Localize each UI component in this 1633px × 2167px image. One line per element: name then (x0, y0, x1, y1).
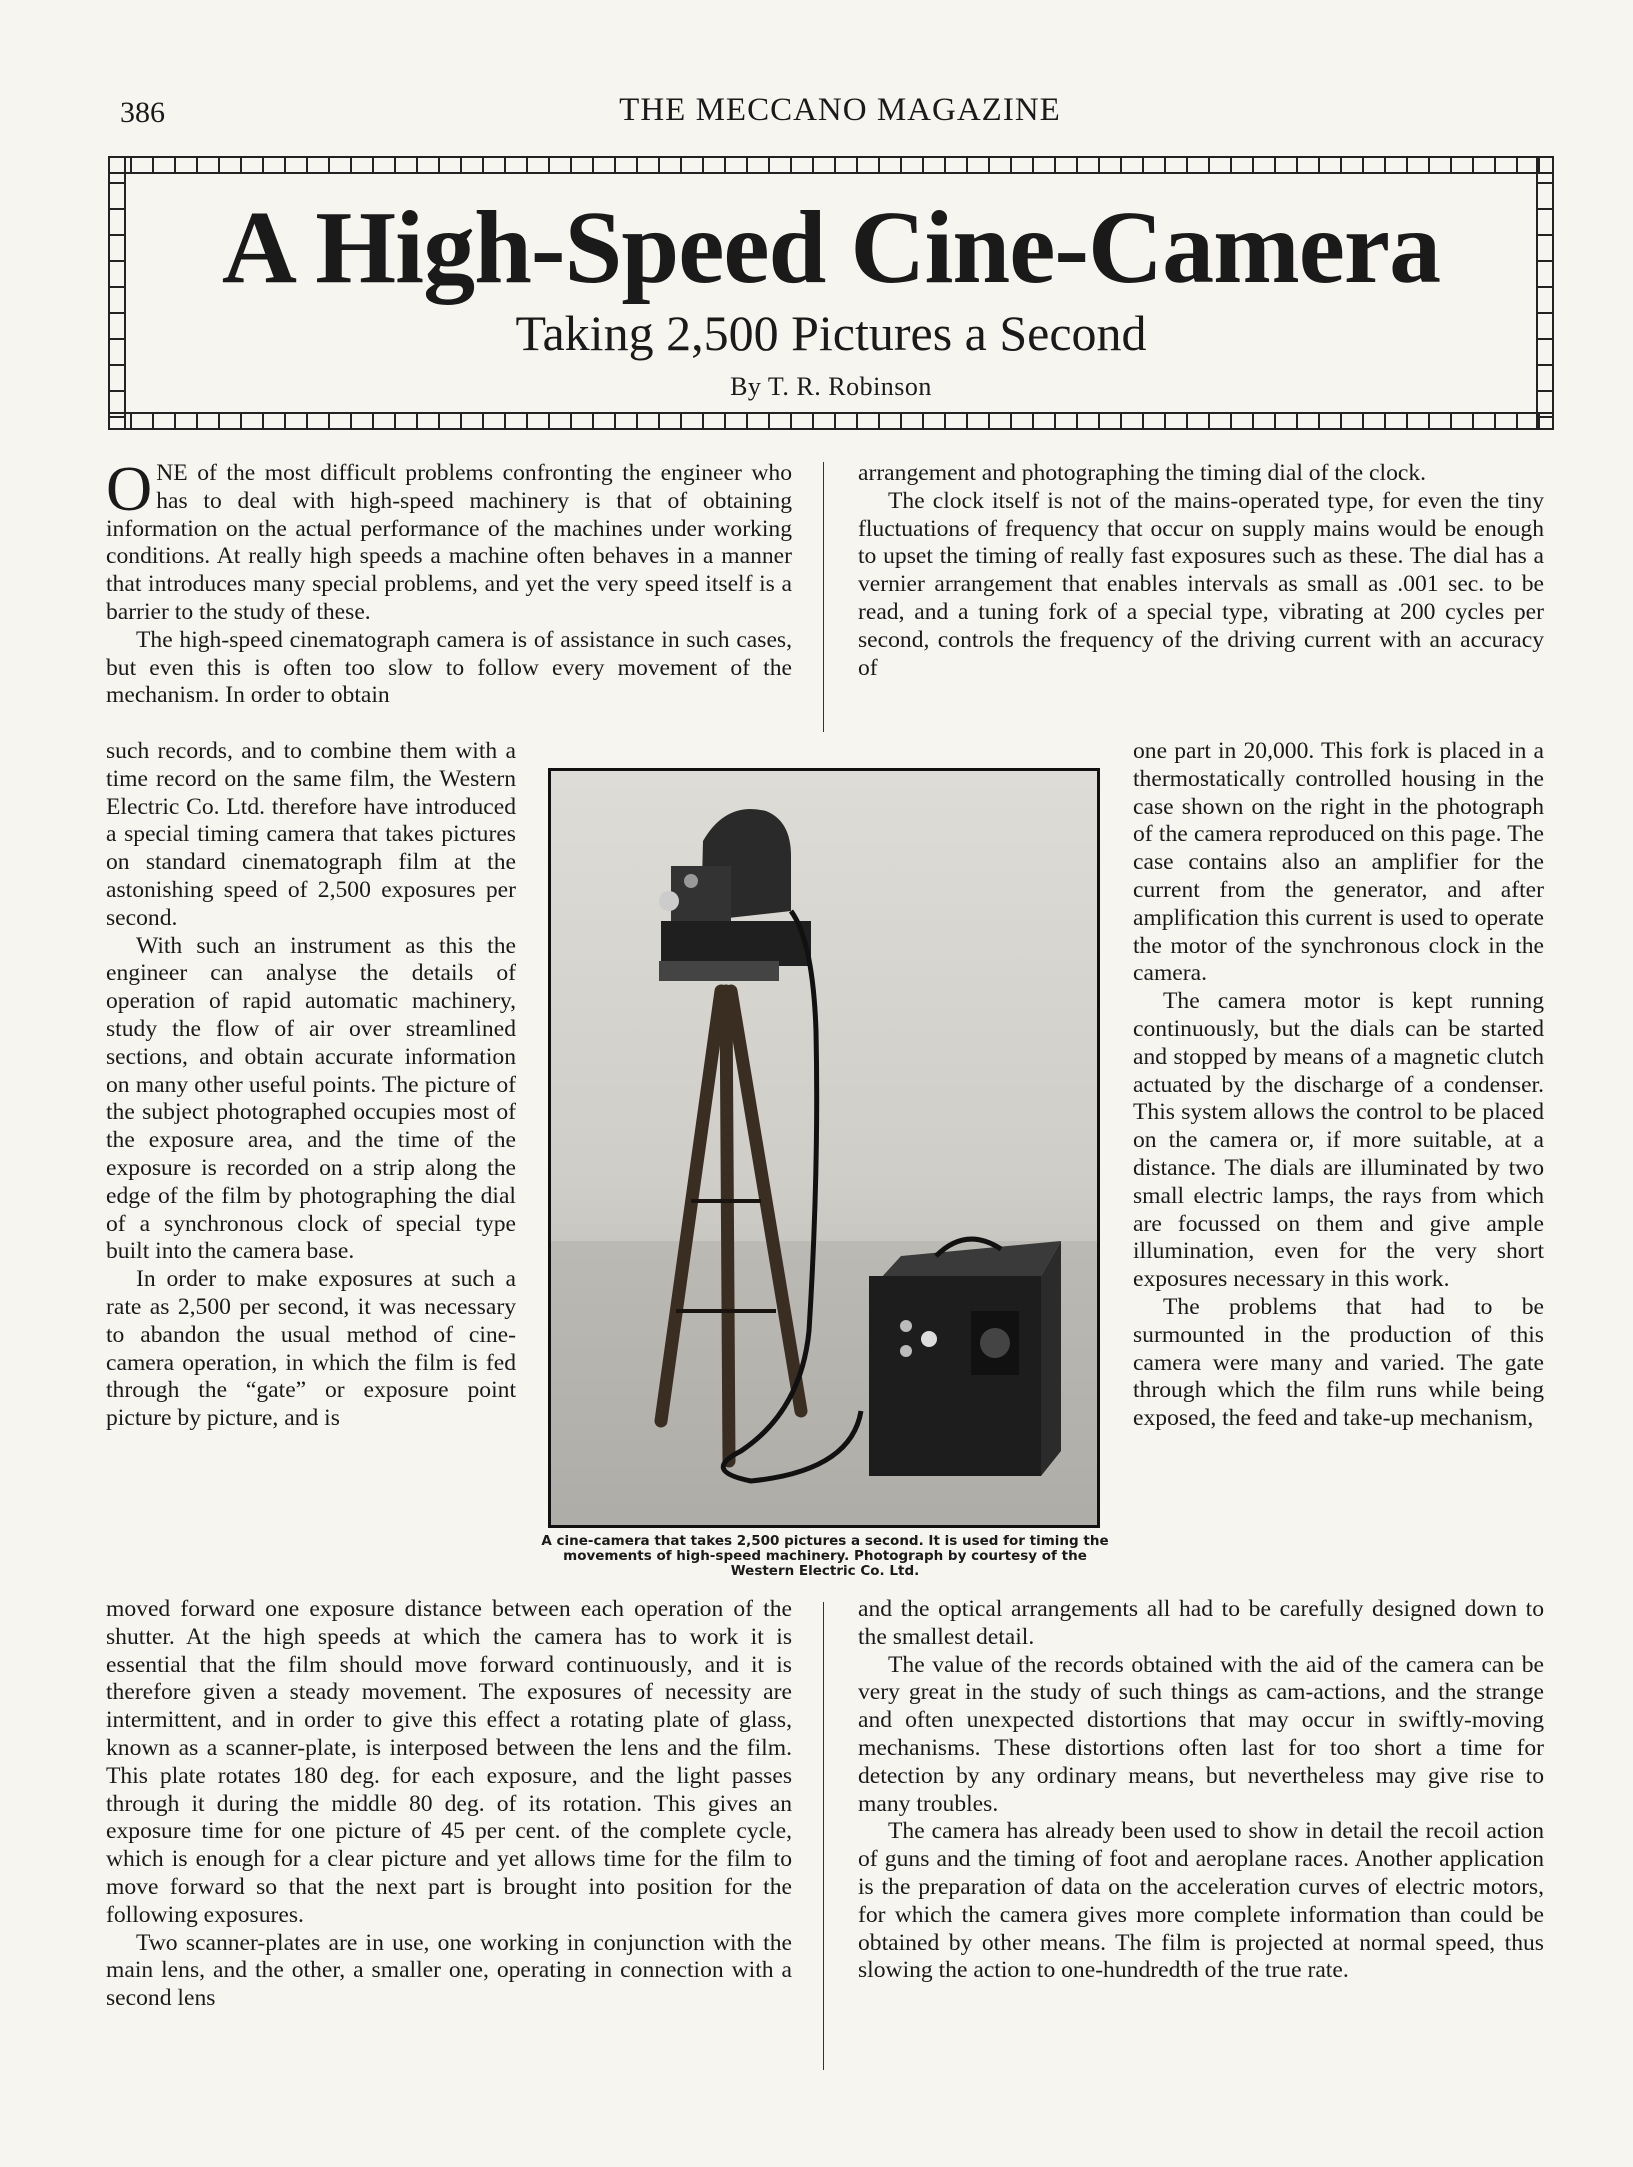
magazine-title: THE MECCANO MAGAZINE (619, 92, 1061, 128)
paragraph: The camera has already been used to show in detail the recoil action of guns and the timing of foot and aeroplane races. Another application is the preparation of data on the acceleration curves of electric motors, for which the camera gives more complete information than could be obtained by other means. The film is projected at normal speed, thus slowing the action to one-hundredth of the true rate. (858, 1818, 1544, 1984)
running-head (120, 92, 1560, 140)
camera-photograph (548, 768, 1100, 1528)
right-column-bottom (858, 1596, 1544, 1985)
decorative-border-bottom (108, 412, 1554, 430)
article-subheadline: Taking 2,500 Pictures a Second (515, 305, 1147, 361)
control-box-icon (869, 1239, 1061, 1476)
right-column-narrow (1133, 738, 1544, 1433)
paragraph: The clock itself is not of the mains-operated type, for even the tiny fluctuations of frequency that occur on supply mains would be enough to upset the timing of really fast exposures such as these. The dial has a vernier arrangement that enables intervals as small as .001 sec. to be read, and a tuning fork of a special type, vibrating at 200 cycles per second, controls the frequency of the driving current with an accuracy of (858, 487, 1544, 681)
paragraph: With such an instrument as this the engineer can analyse the details of operation of rapid automatic machinery, study the flow of air over streamlined sections, and obtain accurate information on many other useful points. The picture of the subject photographed occupies most of the exposure area, and the time of the exposure is recorded on a strip along the edge of the film by photographing the dial of a synchronous clock of special type built into the camera base. (106, 932, 516, 1265)
article-headline: A High-Speed Cine-Camera (221, 190, 1441, 305)
left-column-bottom (106, 1596, 792, 2013)
column-rule (823, 462, 824, 732)
column-rule (823, 1602, 824, 2070)
page-number: 386 (120, 96, 165, 129)
drop-cap: O (106, 453, 153, 524)
paragraph: one part in 20,000. This fork is placed in a thermostatically controlled housing in the case shown on the right in the photograph of the camera reproduced on this page. The case contains also an amplifier for the current from the generator, and after amplification this current is used to operate the motor of the synchronous clock in the camera. (1133, 738, 1544, 987)
paragraph: arrangement and photographing the timing dial of the clock. (858, 460, 1427, 486)
article-byline: By T. R. Robinson (730, 372, 932, 401)
paragraph: moved forward one exposure distance between each operation of the shutter. At the high speeds at which the camera has to work it is essential that the film should move forward continuously, and it is therefore given a steady movement. The exposures of necessity are intermittent, and in order to give this effect a rotating plate of glass, known as a scanner-plate, is interposed between the lens and the film. This plate rotates 180 deg. for each exposure, and the light passes through it during the middle 80 deg. of its rotation. This gives an exposure time for one picture of 45 per cent. of the complete cycle, which is enough for a clear picture and yet allows time for the film to move forward so that the next part is brought into position for the following exposures. (106, 1596, 792, 1928)
photo-caption: A cine-camera that takes 2,500 pictures a second. It is used for timing the movements of high-speed machinery. Photograph by courtesy of the Western Electric Co. Ltd. (541, 1533, 1109, 1579)
paragraph (106, 453, 792, 627)
paragraph: Two scanner-plates are in use, one working in conjunction with the main lens, and the other, a smaller one, operating in connection with a second lens (106, 1929, 792, 2012)
camera-tripod-illustration (551, 771, 1097, 1525)
paragraph: In order to make exposures at such a rate as 2,500 per second, it was necessary to abandon the usual method of cine-camera operation, in which the film is fed through the “gate” or exposure point picture by picture, and is (106, 1266, 516, 1432)
decorative-border-top (108, 156, 1554, 174)
paragraph: The high-speed cinematograph camera is of assistance in such cases, but even this is often too slow to follow every movement of the mechanism. In order to obtain (106, 626, 792, 709)
left-column-narrow (106, 738, 516, 1433)
paragraph: and the optical arrangements all had to be carefully designed down to the smallest detail. (858, 1596, 1544, 1650)
paragraph: The value of the records obtained with the aid of the camera can be very great in the study of such things as cam-actions, and the strange and often unexpected distortions that may occur in swiftly-moving mechanisms. These distortions often last for too short a time for detection by any ordinary means, but nevertheless may give rise to many troubles. (858, 1651, 1544, 1817)
right-column-top (858, 460, 1544, 682)
paragraph-text: NE of the most difficult problems confronting the engineer who has to deal with high-speed machinery is that of obtaining information on the actual performance of the machines under working conditions. At really high speeds a machine often behaves in a manner that introduces many special problems, and yet the very speed itself is a barrier to the study of these. (106, 460, 792, 625)
paragraph: The problems that had to be surmounted in the production of this camera were many and varied. The gate through which the film runs while being exposed, the feed and take-up mechanism, (1133, 1293, 1544, 1432)
left-column-top (106, 453, 792, 710)
paragraph: The camera motor is kept running continuously, but the dials can be started and stopped by means of a magnetic clutch actuated by the discharge of a condenser. This system allows the control to be placed on the camera or, if more suitable, at a distance. The dials are illuminated by two small electric lamps, the rays from which are focussed on them and give ample illumination, even for the very short exposures necessary in this work. (1133, 988, 1544, 1293)
title-box (108, 156, 1554, 430)
paragraph: such records, and to combine them with a time record on the same film, the Western Electric Co. Ltd. therefore have introduced a special timing camera that takes pictures on standard cinematograph film at the astonishing speed of 2,500 exposures per second. (106, 738, 516, 931)
